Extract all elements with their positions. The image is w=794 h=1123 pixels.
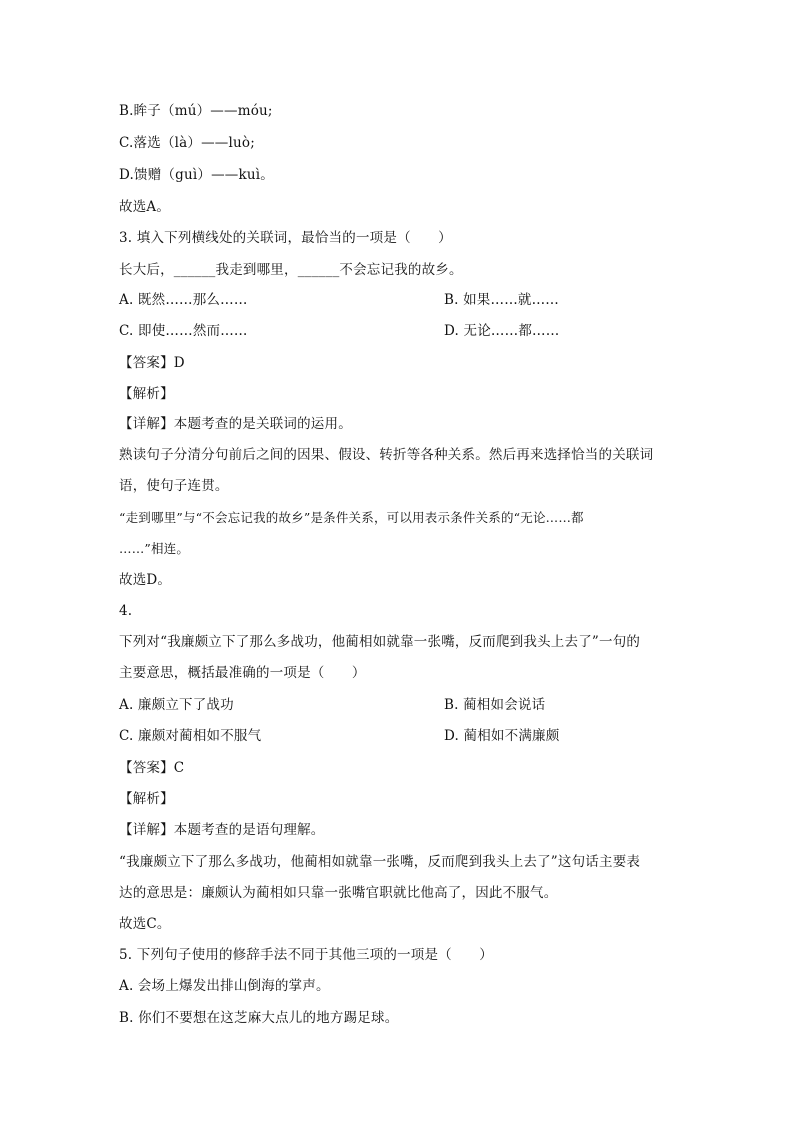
q3-explanation-3: “走到哪里”与“不会忘记我的故乡”是条件关系，可以用表示条件关系的“无论……都	[119, 510, 584, 525]
q4-option-a: A. 廉颇立下了战功	[119, 697, 234, 713]
q5-option-b: B. 你们不要想在这芝麻大点儿的地方踢足球。	[119, 1010, 399, 1026]
question-4-text-1: 下列对“我廉颇立下了那么多战功，他蔺相如就靠一张嘴，反而爬到我头上去了”一句的	[119, 634, 641, 650]
q4-analysis-heading: 【解析】	[119, 791, 174, 807]
question-4-number: 4.	[119, 603, 133, 619]
q4-explanation-2: 达的意思是：廉颇认为蔺相如只靠一张嘴官职就比他高了，因此不服气。	[119, 885, 558, 901]
q3-option-d: D. 无论……都……	[444, 323, 560, 339]
question-3-sentence: 长大后，______我走到哪里，______不会忘记我的故乡。	[119, 262, 463, 278]
choose-a-line: 故选A。	[119, 199, 171, 215]
question-3-title: 3. 填入下列横线处的关联词，最恰当的一项是（ ）	[119, 230, 452, 246]
question-4-text-2: 主要意思，概括最准确的一项是（ ）	[119, 665, 366, 681]
option-b-line: B.眸子（mú）——móu;	[119, 103, 273, 119]
q3-option-a: A. 既然……那么……	[119, 292, 248, 308]
q4-option-b: B. 蔺相如会说话	[444, 697, 546, 713]
option-c-line: C.落选（là）——luò;	[119, 135, 255, 151]
q4-detail: 【详解】本题考查的是语句理解。	[119, 822, 325, 838]
q5-option-a: A. 会场上爆发出排山倒海的掌声。	[119, 978, 330, 994]
q3-explanation-2: 语，使句子连贯。	[119, 478, 229, 494]
q4-option-d: D. 蔺相如不满廉颇	[444, 728, 560, 744]
option-d-line: D.馈赠（guì）——kuì。	[119, 167, 274, 183]
q4-explanation-1: “我廉颇立下了那么多战功，他蔺相如就靠一张嘴，反而爬到我头上去了”这句话主要表	[119, 854, 641, 870]
q3-explanation-4: ……”相连。	[119, 541, 190, 556]
q3-analysis-heading: 【解析】	[119, 386, 174, 402]
q3-explanation-1: 熟读句子分清分句前后之间的因果、假设、转折等各种关系。然后再来选择恰当的关联词	[119, 447, 654, 463]
q4-option-c: C. 廉颇对蔺相如不服气	[119, 728, 262, 744]
q3-option-b: B. 如果……就……	[444, 292, 560, 308]
q3-detail: 【详解】本题考查的是关联词的运用。	[119, 416, 352, 432]
choose-c-line: 故选C。	[119, 916, 171, 932]
question-5-title: 5. 下列句子使用的修辞手法不同于其他三项的一项是（ ）	[119, 947, 493, 963]
q4-answer: 【答案】C	[119, 760, 185, 776]
choose-d-line: 故选D。	[119, 572, 172, 588]
q3-option-c: C. 即使……然而……	[119, 323, 248, 339]
q3-answer: 【答案】D	[119, 355, 185, 371]
